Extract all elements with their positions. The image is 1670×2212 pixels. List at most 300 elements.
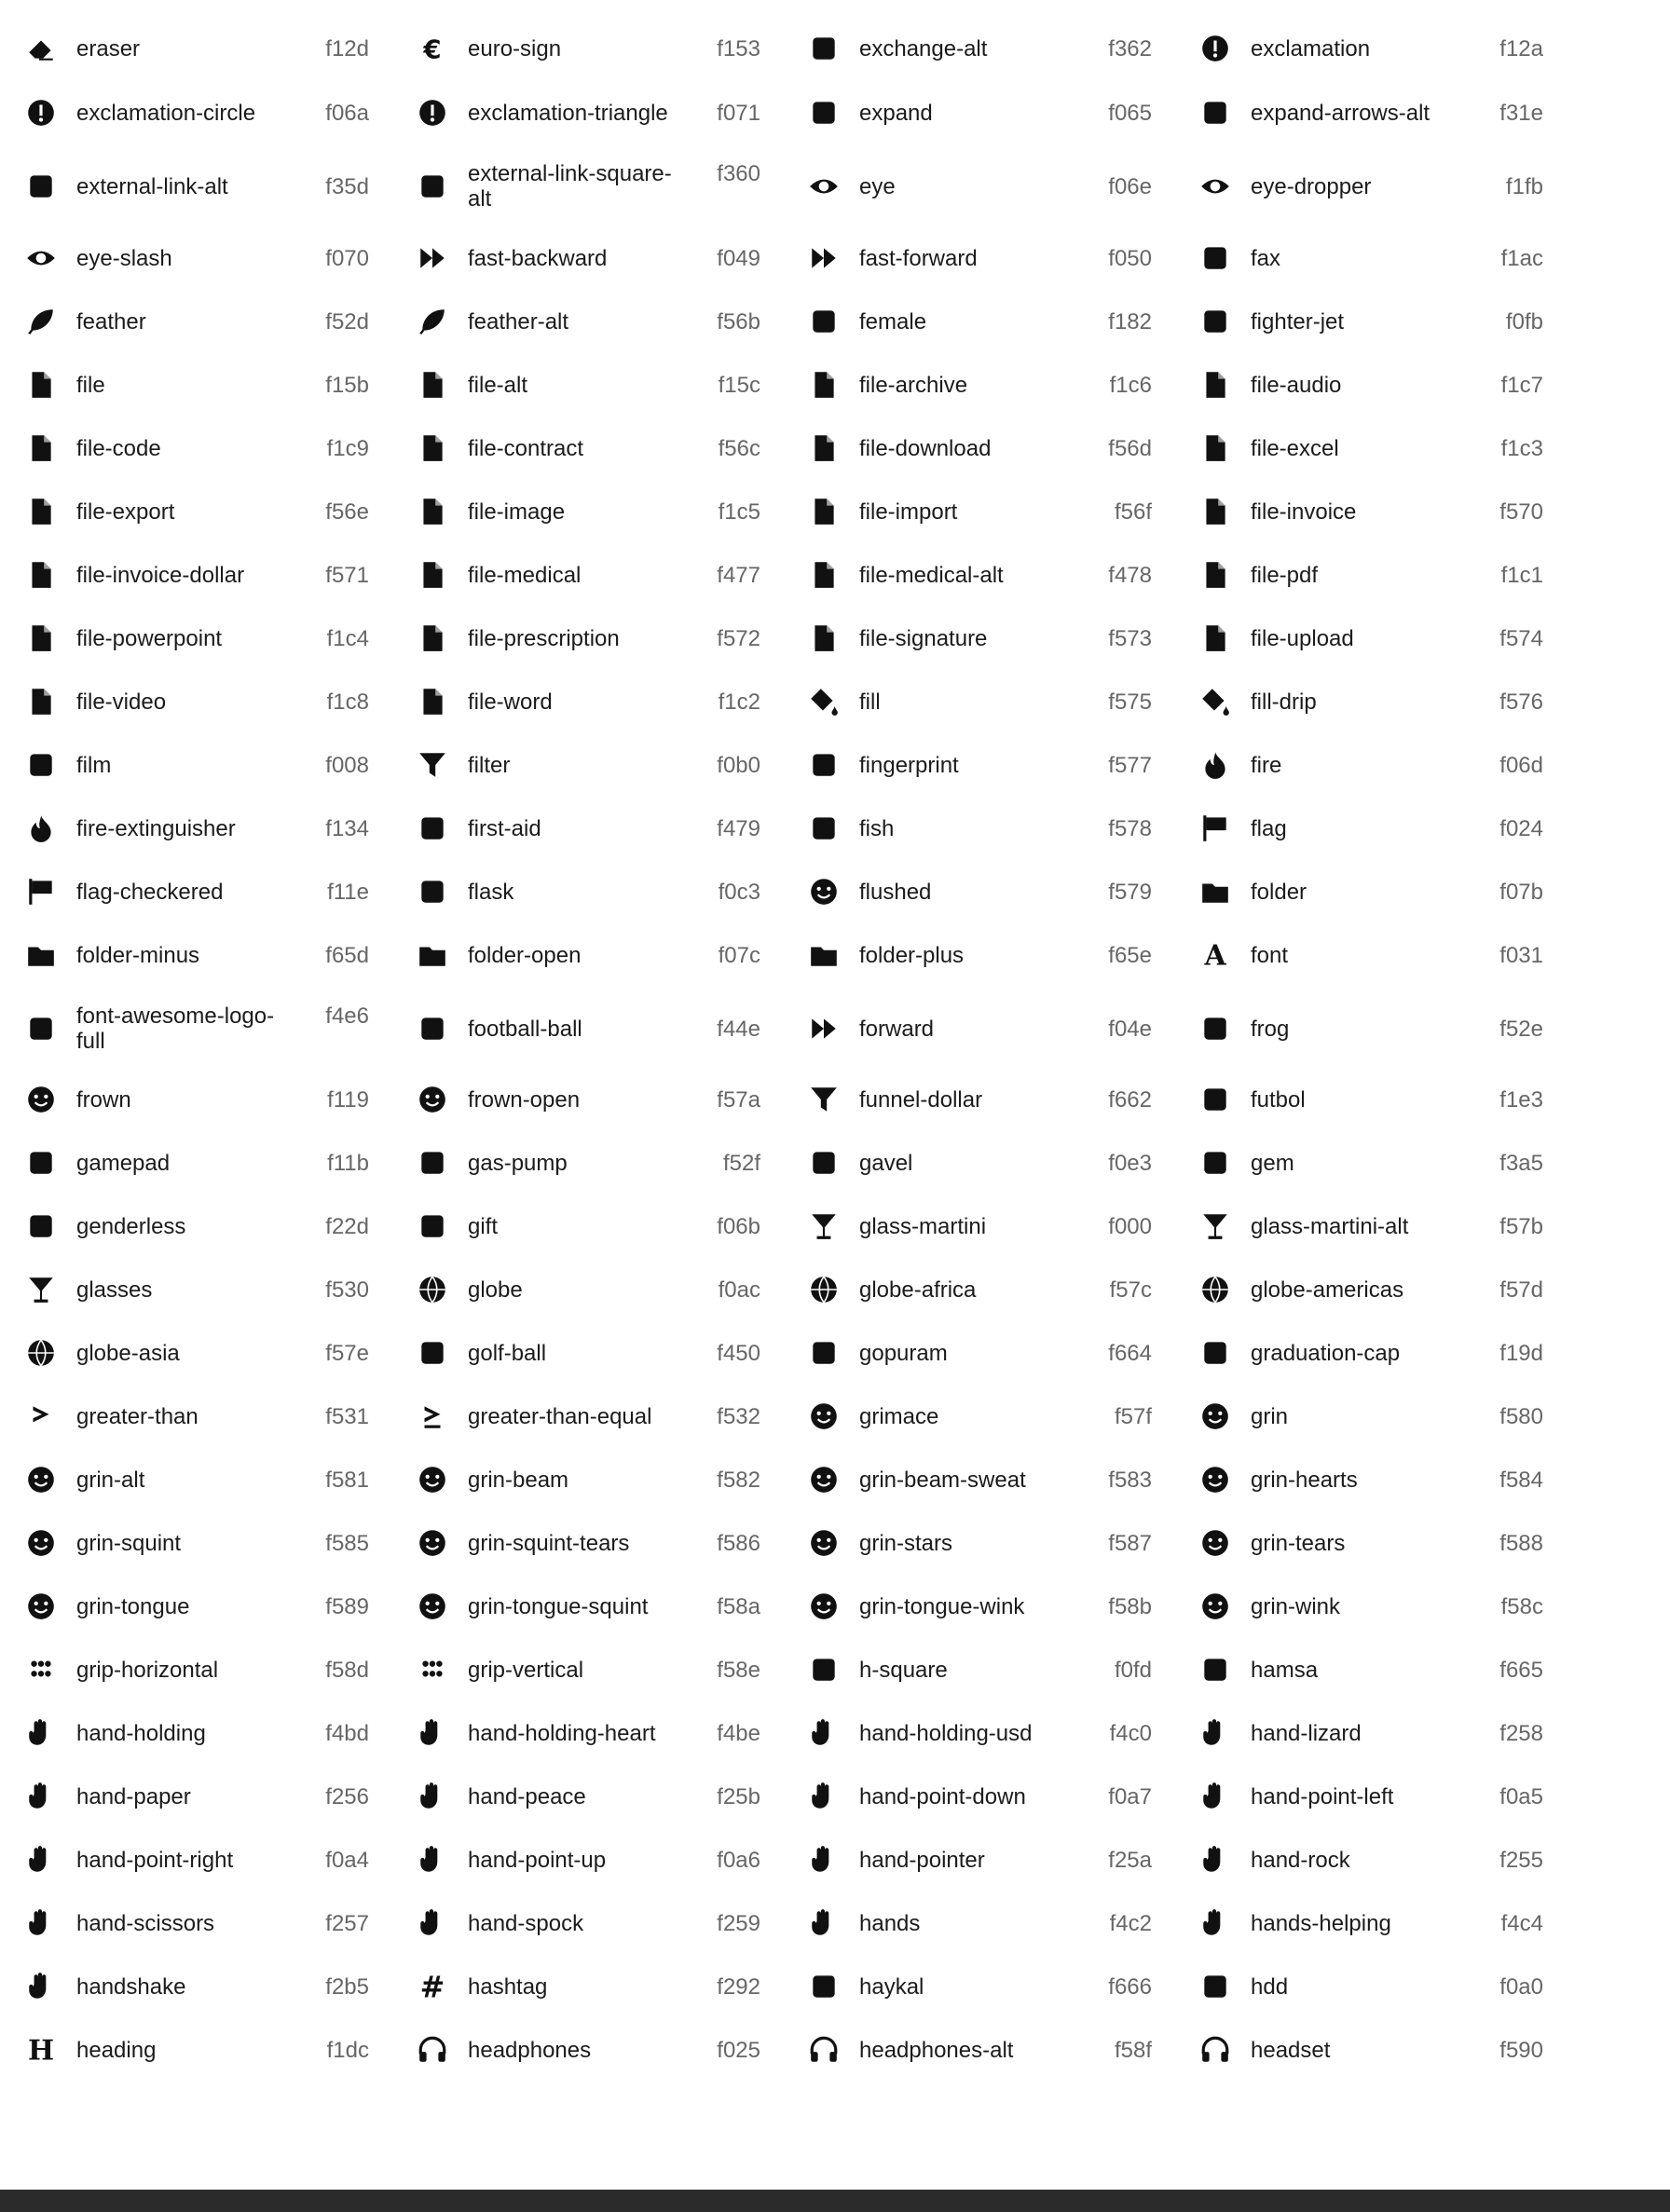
file-audio-icon	[1199, 369, 1231, 401]
icon-unicode: f4c2	[1109, 1910, 1152, 1936]
icon-entry-file-medical-alt	[783, 543, 1156, 607]
icon-entry-file-upload	[1174, 607, 1547, 670]
icon-name: fill	[859, 689, 881, 715]
icon-entry-file-invoice-dollar	[0, 543, 373, 607]
icon-unicode: f52e	[1499, 1016, 1543, 1042]
icon-unicode: f532	[717, 1403, 760, 1429]
icon-name: fighter-jet	[1251, 308, 1345, 335]
icon-unicode: f182	[1108, 308, 1152, 335]
exclamation-triangle-icon	[417, 97, 448, 129]
icon-unicode: f071	[717, 100, 760, 126]
icon-entry-haykal	[783, 1955, 1156, 2018]
icon-entry-file-code	[0, 416, 373, 480]
icon-name: file-export	[76, 498, 175, 525]
grin-beam-icon	[417, 1464, 448, 1495]
icon-name: glass-martini-alt	[1251, 1213, 1409, 1239]
icon-entry-frog	[1174, 997, 1547, 1060]
icon-entry-genderless	[0, 1195, 373, 1258]
icon-name: file-import	[859, 498, 958, 525]
icon-entry-eye-dropper	[1174, 155, 1547, 218]
file-icon	[25, 369, 57, 401]
icon-unicode: f0fb	[1505, 308, 1543, 335]
icon-entry-fire	[1174, 733, 1547, 797]
icon-entry-headphones	[391, 2018, 764, 2082]
grin-tongue-squint-icon	[417, 1591, 448, 1622]
icon-unicode: f0a7	[1108, 1783, 1152, 1809]
icon-name: file-word	[468, 689, 553, 715]
gas-pump-icon	[417, 1147, 448, 1179]
icon-entry-flag	[1174, 797, 1547, 860]
icon-entry-globe-asia	[0, 1321, 373, 1385]
grin-tears-icon	[1199, 1527, 1231, 1559]
icon-unicode: f589	[325, 1593, 369, 1619]
icon-entry-file-image	[391, 480, 764, 543]
icon-unicode: f06e	[1108, 173, 1152, 199]
icon-unicode: f259	[717, 1910, 760, 1936]
icon-name: heading	[76, 2037, 157, 2063]
icon-unicode: f06d	[1499, 752, 1543, 778]
icon-name: exchange-alt	[859, 35, 988, 61]
icon-unicode: f57b	[1499, 1213, 1543, 1239]
icon-entry-fingerprint	[783, 733, 1156, 797]
glasses-icon	[25, 1274, 57, 1305]
icon-unicode: f57a	[717, 1086, 760, 1113]
font-icon	[1199, 939, 1231, 971]
icon-entry-globe-africa	[783, 1258, 1156, 1321]
icon-unicode: f662	[1108, 1086, 1152, 1113]
icon-name: grin-hearts	[1251, 1467, 1358, 1493]
icon-entry-hand-peace	[391, 1765, 764, 1828]
icon-entry-file-download	[783, 416, 1156, 480]
icon-name: feather-alt	[468, 308, 569, 335]
frown-open-icon	[417, 1084, 448, 1115]
icon-name: grip-vertical	[468, 1657, 584, 1683]
icon-unicode: f19d	[1499, 1340, 1543, 1366]
icon-name: grin-squint	[76, 1530, 182, 1556]
icon-entry-flag-checkered	[0, 860, 373, 923]
icon-name: file-invoice-dollar	[76, 562, 245, 588]
icon-name: grin-alt	[76, 1467, 145, 1493]
icon-name: h-square	[859, 1657, 948, 1683]
icon-unicode: f586	[717, 1530, 760, 1556]
hand-point-right-icon	[25, 1844, 57, 1876]
icon-entry-fighter-jet	[1174, 290, 1547, 353]
icon-entry-grip-vertical	[391, 1638, 764, 1701]
icon-unicode: f1c9	[326, 435, 369, 461]
icon-unicode: f65d	[325, 942, 369, 968]
icon-name: eye-dropper	[1251, 173, 1372, 199]
folder-open-icon	[417, 939, 448, 971]
icon-unicode: f58f	[1114, 2037, 1152, 2063]
female-icon	[808, 306, 840, 337]
icon-entry-file-excel	[1174, 416, 1547, 480]
icon-unicode: f04e	[1108, 1016, 1152, 1042]
icon-entry-file-contract	[391, 416, 764, 480]
icon-name: first-aid	[468, 815, 541, 841]
icon-unicode: f530	[325, 1277, 369, 1303]
icon-name: fire-extinguisher	[76, 815, 236, 841]
icon-entry-hand-paper	[0, 1765, 373, 1828]
icon-name: hand-rock	[1251, 1847, 1350, 1873]
icon-entry-exchange-alt	[783, 17, 1156, 80]
icon-entry-grin-beam	[391, 1448, 764, 1511]
icon-entry-forward	[783, 997, 1156, 1060]
icon-name: hand-peace	[468, 1783, 586, 1809]
icon-entry-folder-minus	[0, 923, 373, 987]
file-invoice-dollar-icon	[25, 559, 57, 591]
grin-icon	[1199, 1400, 1231, 1432]
fingerprint-icon	[808, 749, 840, 781]
icon-name: fill-drip	[1251, 689, 1317, 715]
fire-icon	[1199, 749, 1231, 781]
hand-rock-icon	[1199, 1844, 1231, 1876]
icon-unicode: f664	[1108, 1340, 1152, 1366]
icon-entry-file-powerpoint	[0, 607, 373, 670]
icon-entry-flask	[391, 860, 764, 923]
hands-icon	[808, 1907, 840, 1939]
icon-entry-grin-wink	[1174, 1575, 1547, 1638]
icon-name: globe-americas	[1251, 1277, 1404, 1303]
icon-unicode: f065	[1108, 100, 1152, 126]
icon-unicode: f1c1	[1500, 562, 1543, 588]
icon-entry-file-alt	[391, 353, 764, 416]
icon-name: hand-scissors	[76, 1910, 215, 1936]
icon-name: grip-horizontal	[76, 1657, 219, 1683]
icon-unicode: f56f	[1114, 498, 1152, 525]
icon-entry-frown-open	[391, 1068, 764, 1131]
icon-unicode: f4e6	[325, 1004, 369, 1029]
icon-name: golf-ball	[468, 1340, 547, 1366]
icon-entry-grin-squint	[0, 1511, 373, 1575]
icon-name: hands	[859, 1910, 921, 1936]
heading-icon	[25, 2034, 57, 2066]
icon-name: fast-backward	[468, 245, 608, 271]
hand-pointer-icon	[808, 1844, 840, 1876]
file-invoice-icon	[1199, 496, 1231, 527]
icon-unicode: f58c	[1500, 1593, 1543, 1619]
icon-entry-fill	[783, 670, 1156, 733]
icon-entry-gamepad	[0, 1131, 373, 1195]
icon-entry-file-video	[0, 670, 373, 733]
icon-unicode: f4be	[717, 1720, 760, 1746]
eraser-icon	[25, 33, 57, 64]
icon-unicode: f1c5	[718, 498, 760, 525]
svg-text:H: H	[27, 2034, 55, 2066]
icon-unicode: f22d	[325, 1213, 369, 1239]
icon-entry-file-audio	[1174, 353, 1547, 416]
file-medical-alt-icon	[808, 559, 840, 591]
icon-unicode: f024	[1499, 815, 1543, 841]
icon-entry-exclamation-triangle	[391, 81, 764, 144]
icon-unicode: f1c6	[1109, 372, 1152, 398]
grin-squint-tears-icon	[417, 1527, 448, 1559]
icon-entry-hand-point-left	[1174, 1765, 1547, 1828]
icon-name: file	[76, 372, 105, 398]
icon-entry-hand-lizard	[1174, 1701, 1547, 1765]
icon-entry-grin-alt	[0, 1448, 373, 1511]
icon-entry-expand-arrows-alt	[1174, 81, 1547, 144]
icon-name: file-excel	[1251, 435, 1339, 461]
fire-extinguisher-icon	[25, 812, 57, 844]
frown-icon	[25, 1084, 57, 1115]
icon-entry-grin-squint-tears	[391, 1511, 764, 1575]
grin-wink-icon	[1199, 1591, 1231, 1622]
icon-unicode: f4c4	[1500, 1910, 1543, 1936]
icon-entry-hand-point-down	[783, 1765, 1156, 1828]
icon-entry-hand-holding	[0, 1701, 373, 1765]
grip-horizontal-icon	[25, 1654, 57, 1686]
icon-entry-folder	[1174, 860, 1547, 923]
icon-unicode: f12a	[1499, 35, 1543, 61]
icon-unicode: f58b	[1108, 1593, 1152, 1619]
fax-icon	[1199, 242, 1231, 274]
icon-entry-hand-spock	[391, 1891, 764, 1955]
icon-unicode: f531	[325, 1403, 369, 1429]
icon-name: file-prescription	[468, 625, 620, 651]
icon-unicode: f56d	[1108, 435, 1152, 461]
icon-name: flushed	[859, 879, 932, 905]
icon-entry-hands-helping	[1174, 1891, 1547, 1955]
icon-entry-heading	[0, 2018, 373, 2082]
icon-unicode: f56c	[718, 435, 760, 461]
icon-name: hdd	[1251, 1973, 1289, 2000]
icon-entry-fast-backward	[391, 226, 764, 290]
icon-name: funnel-dollar	[859, 1086, 983, 1113]
file-upload-icon	[1199, 622, 1231, 654]
icon-name: hashtag	[468, 1973, 548, 2000]
hands-helping-icon	[1199, 1907, 1231, 1939]
flag-icon	[1199, 812, 1231, 844]
expand-arrows-alt-icon	[1199, 97, 1231, 129]
icon-entry-grin-hearts	[1174, 1448, 1547, 1511]
icon-unicode: f590	[1499, 2037, 1543, 2063]
icon-entry-hand-point-up	[391, 1828, 764, 1891]
icon-name: file-upload	[1251, 625, 1354, 651]
icon-entry-hamsa	[1174, 1638, 1547, 1701]
icon-entry-file-signature	[783, 607, 1156, 670]
icon-unicode: f571	[325, 562, 369, 588]
icon-unicode: f577	[1108, 752, 1152, 778]
globe-icon	[417, 1274, 448, 1305]
icon-name: external-link-alt	[76, 173, 228, 199]
filter-icon	[417, 749, 448, 781]
icon-name: file-powerpoint	[76, 625, 223, 651]
icon-name: file-video	[76, 689, 167, 715]
eye-slash-icon	[25, 242, 57, 274]
icon-name: glass-martini	[859, 1213, 987, 1239]
icon-entry-file-invoice	[1174, 480, 1547, 543]
icon-name: fast-forward	[859, 245, 978, 271]
icon-name: grin-stars	[859, 1530, 953, 1556]
icon-entry-gem	[1174, 1131, 1547, 1195]
exchange-alt-icon	[808, 33, 840, 64]
flag-checkered-icon	[25, 876, 57, 908]
icon-name: file-code	[76, 435, 161, 461]
icon-name: fingerprint	[859, 752, 959, 778]
icon-name: feather	[76, 308, 146, 335]
icon-name: folder-minus	[76, 942, 200, 968]
icon-name: globe-africa	[859, 1277, 977, 1303]
headphones-icon	[417, 2034, 448, 2066]
hand-holding-usd-icon	[808, 1717, 840, 1749]
hamsa-icon	[1199, 1654, 1231, 1686]
icon-entry-feather	[0, 290, 373, 353]
file-pdf-icon	[1199, 559, 1231, 591]
icon-unicode: f580	[1499, 1403, 1543, 1429]
hand-holding-heart-icon	[417, 1717, 448, 1749]
icon-unicode: f581	[325, 1467, 369, 1493]
icon-entry-hand-holding-heart	[391, 1701, 764, 1765]
hand-point-down-icon	[808, 1781, 840, 1812]
feather-icon	[25, 306, 57, 337]
icon-name: gavel	[859, 1150, 913, 1176]
fast-forward-icon	[808, 242, 840, 274]
icon-name: headphones	[468, 2037, 592, 2063]
icon-unicode: f57d	[1499, 1277, 1543, 1303]
icon-unicode: f11b	[327, 1150, 369, 1176]
icon-entry-file-pdf	[1174, 543, 1547, 607]
icon-name: hand-point-up	[468, 1847, 607, 1873]
file-prescription-icon	[417, 622, 448, 654]
icon-entry-file	[0, 353, 373, 416]
icon-name: forward	[859, 1016, 935, 1042]
icon-entry-handshake	[0, 1955, 373, 2018]
icon-name: grin-tears	[1251, 1530, 1346, 1556]
icon-name: haykal	[859, 1973, 924, 2000]
icon-name: external-link-square-alt	[468, 161, 672, 212]
icon-name: grin	[1251, 1403, 1289, 1429]
icon-unicode: f257	[325, 1910, 369, 1936]
icon-unicode: f008	[325, 752, 369, 778]
icon-name: grin-beam-sweat	[859, 1467, 1026, 1493]
icon-unicode: f0a0	[1499, 1973, 1543, 2000]
grin-beam-sweat-icon	[808, 1464, 840, 1495]
icon-entry-gas-pump	[391, 1131, 764, 1195]
icon-unicode: f12d	[325, 35, 369, 61]
icon-entry-external-link-alt	[0, 155, 373, 218]
icon-entry-exclamation-circle	[0, 81, 373, 144]
icon-name: hand-holding-usd	[859, 1720, 1033, 1746]
icon-name: gas-pump	[468, 1150, 568, 1176]
glass-martini-alt-icon	[1199, 1210, 1231, 1242]
icon-unicode: f031	[1499, 942, 1543, 968]
icon-entry-grip-horizontal	[0, 1638, 373, 1701]
file-image-icon	[417, 496, 448, 527]
icon-unicode: f06a	[325, 100, 369, 126]
icon-unicode: f1e3	[1499, 1086, 1543, 1113]
icon-name: grin-tongue-squint	[468, 1593, 649, 1619]
haykal-icon	[808, 1971, 840, 2002]
icon-unicode: f15b	[325, 372, 369, 398]
icon-unicode: f44e	[717, 1016, 760, 1042]
icon-name: file-audio	[1251, 372, 1342, 398]
icon-entry-fax	[1174, 226, 1547, 290]
icon-unicode: f574	[1499, 625, 1543, 651]
file-alt-icon	[417, 369, 448, 401]
icon-entry-gavel	[783, 1131, 1156, 1195]
icon-unicode: f477	[717, 562, 760, 588]
icon-name: fish	[859, 815, 895, 841]
gopuram-icon	[808, 1337, 840, 1369]
external-link-square-alt-icon	[417, 171, 448, 202]
grin-stars-icon	[808, 1527, 840, 1559]
icon-entry-expand	[783, 81, 1156, 144]
file-signature-icon	[808, 622, 840, 654]
golf-ball-icon	[417, 1337, 448, 1369]
icon-unicode: f573	[1108, 625, 1152, 651]
hashtag-icon	[417, 1971, 448, 2002]
icon-name: eye	[859, 173, 896, 199]
eye-icon	[808, 171, 840, 202]
icon-entry-grin-beam-sweat	[783, 1448, 1156, 1511]
icon-entry-grin	[1174, 1385, 1547, 1448]
icon-name: file-invoice	[1251, 498, 1357, 525]
icon-entry-h-square	[783, 1638, 1156, 1701]
expand-icon	[808, 97, 840, 129]
icon-name: gem	[1251, 1150, 1294, 1176]
icon-unicode: f049	[717, 245, 760, 271]
exclamation-icon	[1199, 33, 1231, 64]
icon-name: flask	[468, 879, 514, 905]
icon-unicode: f1c3	[1500, 435, 1543, 461]
icon-name: exclamation-triangle	[468, 100, 668, 126]
icon-name: greater-than	[76, 1403, 198, 1429]
fast-backward-icon	[417, 242, 448, 274]
gift-icon	[417, 1210, 448, 1242]
hand-spock-icon	[417, 1907, 448, 1939]
icon-unicode: f1dc	[326, 2037, 369, 2063]
icon-name: grin-squint-tears	[468, 1530, 630, 1556]
icon-entry-glasses	[0, 1258, 373, 1321]
icon-unicode: f0e3	[1108, 1150, 1152, 1176]
hand-peace-icon	[417, 1781, 448, 1812]
icon-unicode: f584	[1499, 1467, 1543, 1493]
icon-unicode: f56e	[325, 498, 369, 525]
hand-paper-icon	[25, 1781, 57, 1812]
icon-entry-globe-americas	[1174, 1258, 1547, 1321]
icon-name: greater-than-equal	[468, 1403, 652, 1429]
icon-unicode: f0b0	[717, 752, 760, 778]
icon-unicode: f65e	[1108, 942, 1152, 968]
svg-text:€: €	[423, 34, 442, 64]
icon-entry-grin-tongue-squint	[391, 1575, 764, 1638]
icon-entry-hand-scissors	[0, 1891, 373, 1955]
film-icon	[25, 749, 57, 781]
icon-name: frog	[1251, 1016, 1290, 1042]
icon-name: globe	[468, 1277, 523, 1303]
icon-entry-eye-slash	[0, 226, 373, 290]
exclamation-circle-icon	[25, 97, 57, 129]
icon-name: folder	[1251, 879, 1307, 905]
icon-entry-font	[1174, 923, 1547, 987]
icon-entry-graduation-cap	[1174, 1321, 1547, 1385]
icon-unicode: f57c	[1109, 1277, 1152, 1303]
icon-name: file-pdf	[1251, 562, 1319, 588]
icon-entry-hashtag	[391, 1955, 764, 2018]
folder-minus-icon	[25, 939, 57, 971]
icon-unicode: f11e	[327, 879, 369, 905]
grin-alt-icon	[25, 1464, 57, 1495]
icon-unicode: f583	[1108, 1467, 1152, 1493]
font-awesome-logo-full-icon	[25, 1013, 57, 1045]
file-download-icon	[808, 432, 840, 464]
icon-name: exclamation-circle	[76, 100, 256, 126]
icon-unicode: f1c8	[326, 689, 369, 715]
icon-unicode: f56b	[717, 308, 760, 335]
icon-name: file-medical	[468, 562, 582, 588]
fish-icon	[808, 812, 840, 844]
frog-icon	[1199, 1013, 1231, 1045]
